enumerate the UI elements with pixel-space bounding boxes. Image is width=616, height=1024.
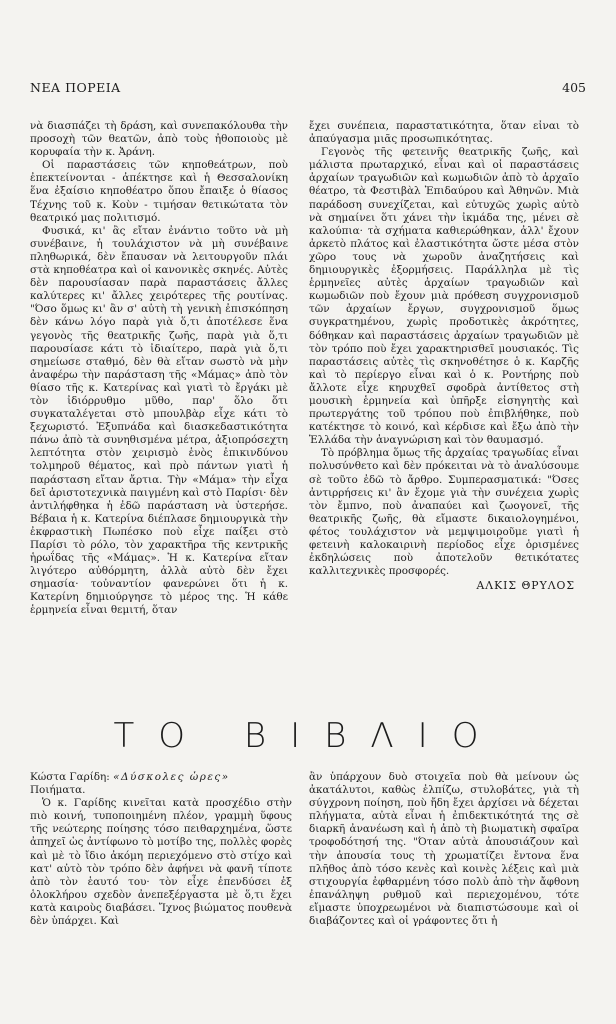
book-genre: Ποιήματα.	[30, 784, 86, 797]
review-paragraph: Ὁ κ. Γαρίδης κινεῖται κατὰ προσχέδιο στὴν πιὸ κοινή, τυποποιημένη πλέον, γραμμὴ ὕφους τῆς νεώτερης ποίησης τόσο πειθαρχημένα, ὥστε ἀπηχεῖ ὡς ἀντίφωνο τὸ μοτίβο της, πολλὲς φορὲς καὶ μὲ τὸ ἴδιο ἀκόμη περιεχόμενο στὸ στίχο καὶ κατ' αὐτὸ τὸν τρόπο δὲν ἀφήνει νὰ φανῆ τίποτε ἀπὸ τὸν ἑαυτό του· τὸν εἶχε ἐπενδύσει ἐξ ὁλοκλήρου σχεδὸν ἀνεπεξέργαστα μὲ ὅ,τι ἔχει κατὰ καιροὺς διαβάσει. Ἴχνος βιώματος πουθενὰ δὲν ὑπάρχει. Καὶ	[30, 797, 292, 928]
review-right-column	[309, 771, 579, 1011]
article-signature: ΑΛΚΙΣ ΘΡΥΛΟΣ	[476, 579, 575, 593]
book-author: Κώστα Γαρίδη:	[30, 771, 110, 783]
book-reference	[30, 771, 292, 797]
book-title: «Δύσκολες ὧρες»	[113, 771, 230, 783]
article-left-column	[30, 120, 288, 740]
review-left-column	[30, 771, 292, 1011]
article-paragraph: Γεγονὸς τῆς φετεινῆς θεατρικῆς ζωῆς, καὶ μάλιστα πρωταρχικό, εἶναι καὶ οἱ παραστάσεις ἀρχαίων τραγωδιῶν καὶ κωμωδιῶν ἀπὸ τὸ ἀρχαῖο θέατρο, τὰ Φεστιβὰλ Ἐπιδαύρου καὶ Ἀθηνῶν. Μιὰ παράδοση συνεχίζεται, καὶ εὐτυχῶς χωρὶς αὐτὸ νὰ σημαίνει ὅτι χάνει τὴν ἰκμάδα της, μένει σὲ καλούπια· τὰ σχήματα καθιερώθηκαν, ἀλλ' ἔχουν ἀρκετὸ πλάτος καὶ ἐλαστικότητα ὥστε μέσα στὸν χῶρο τους νὰ χωροῦν ἀναζητήσεις καὶ δημιουργικὲς ἐξορμήσεις. Παράλληλα μὲ τὶς ἑρμηνεῖες αὐτὲς ἀρχαίων τραγωδιῶν καὶ κωμωδιῶν ποὺ ἔχουν μιὰ πρόθεση συγχρονισμοῦ τῶν ἀρχαίων ἔργων, συγχρονισμοῦ ὅμως συγκρατημένου, χωρὶς προδοτικὲς ἀκρότητες, δόθηκαν καὶ παραστάσεις ἀρχαίων τραγωδιῶν μὲ τὸν τρόπο ποὺ ἔχει χαρακτηρισθεῖ μουσιακός. Τὶς παραστάσεις αὐτὲς τὶς σκηνοθέτησε ὁ κ. Καρζῆς καὶ τὸ περίεργο εἶναι καὶ ὁ κ. Ροντήρης ποὺ ἄλλοτε εἶχε κηρυχθεῖ σφοδρὰ ἀντίθετος στὴ μουσικὴ ἑρμηνεία καὶ ὑπῆρξε εἰσηγητὴς καὶ πρωτεργάτης τοῦ τρόπου ποὺ ἐπιβλήθηκε, ποὺ κατέκτησε τὸ κοινό, καὶ κέρδισε καὶ ἔξω ἀπὸ τὴν Ἑλλάδα τὴν ἀναγνώριση καὶ τὸν θαυμασμό.	[309, 146, 579, 447]
article-right-column	[309, 120, 579, 740]
article-paragraph: Φυσικά, κι' ἂς εἴταν ἐνάντιο τοῦτο νὰ μὴ συνέβαινε, ἡ τουλάχιστον νὰ μὴ συνέβαινε πληθωρικά, δὲν ἔπαυσαν νὰ λειτουργοῦν πλάι στὰ κηποθέατρα καὶ οἱ κανονικὲς σκηνές. Αὐτὲς δὲν παρουσίασαν παρὰ παραστάσεις ἄλλες καλύτερες κι' ἄλλες χειρότερες τῆς ρουτίνας. "Όσο ὅμως κι' ἂν σ' αὐτὴ τὴ γενικὴ ἐπισκόπηση δὲν κάνω λόγο παρὰ γιὰ ὅ,τι ἀποτέλεσε ἕνα γεγονὸς τῆς θεατρικῆς ζωῆς, παρὰ γιὰ ὅ,τι παρουσίασε κάτι τὸ ἰδιαίτερο, παρὰ γιὰ ὅ,τι σημείωσε σταθμό, δὲν θὰ εἴταν σωστὸ νὰ μὴν ἀναφέρω τὴν παράσταση τῆς «Μάμας» ἀπὸ τὸν θίασο τῆς κ. Κατερίνας καὶ γιατὶ τὸ ἔργάκι μὲ τὸν ἰδιόρρυθμο μῦθο, παρ' ὅλο ὅτι συγκαταλέγεται στὸ μπουλβὰρ εἶχε κάτι τὸ ξεχωριστό. Ἐξυπνάδα καὶ διασκεδαστικότητα πάνω ἀπὸ τὰ συνηθισμένα μέτρα, ἀξιοπρόσεχτη λεπτότητα στὸν χειρισμὸ ἑνὸς ἐπικινδύνου τολμηροῦ θέματος, καὶ πρὸ πάντων γιατὶ ἡ παράσταση εἴταν ἄρτια. Τὴν «Μάμα» τὴν εἶχα δεῖ ἀριστοτεχνικὰ παιγμένη καὶ στὸ Παρίσι· δὲν ἀντιλήφθηκα ἡ ἐδῶ παράσταση νὰ ὑστερήσε. Βέβαια ἡ κ. Κατερίνα διέπλασε δημιουργικὰ τὴν ἐκφραστικὴ Πωπέσκο ποὺ εἶχε παίξει στὸ Παρίσι τὸ ρόλο, τὸν χαρακτῆρα τῆς κεντρικῆς ἡρωΐδας τῆς «Μάμας». Ἡ κ. Κατερίνα εἴταν λιγότερο αὐθόρμητη, ἀλλὰ αὐτὸ δὲν ἔχει σημασία· τοὐναντίον φανερώνει ὅτι ἡ κ. Κατερίνη δημιούργησε τὸ μέρος της. Ἡ κάθε ἑρμηνεία εἶναι θεμιτή, ὅταν	[30, 224, 288, 617]
article-paragraph: Τὸ πρόβλημα ὅμως τῆς ἀρχαίας τραγωδίας εἶναι πολυσύνθετο καὶ δὲν πρόκειται νὰ τὸ ἀναλύσουμε σὲ τοῦτο ἐδῶ τὸ ἄρθρο. Συμπερασματικά: "Όσες ἀντιρρήσεις κι' ἂν ἔχομε γιὰ τὴν συνέχεια χωρὶς τὸν ἔμπνο, ποὺ ἀναπαύει καὶ ζωογονεῖ, τῆς θεατρικῆς ζωῆς, θὰ εἴμαστε δικαιολογημένοι, φέτος τουλάχιστον νὰ μεμψιμοιροῦμε γιατὶ ἡ φετεινὴ καλοκαιρινὴ περίοδος εἶχε ὁρισμένες ἐκδηλώσεις ποὺ ἀποτελοῦν θετικότατες καλλιτεχνικὲς προσφορές.	[309, 447, 579, 578]
article-paragraph: ἔχει συνέπεια, παραστατικότητα, ὅταν εἶναι τὸ ἀπαύγασμα μιᾶς προσωπικότητας.	[309, 120, 579, 146]
article-paragraph: Οἱ παραστάσεις τῶν κηποθεάτρων, ποὺ ἐπεκτείνονται - ἀπέκτησε καὶ ἡ Θεσσαλονίκη ἕνα ἐξαίσιο κηποθέατρο ὅπου ἔπαιξε ὁ θίασος Τέχνης τοῦ κ. Κοὺν - τιμήσαν θετικώτατα τὸν θεατρικό μας πολιτισμό.	[30, 159, 288, 224]
journal-name: ΝΕΑ ΠΟΡΕΙΑ	[30, 80, 121, 95]
running-head	[30, 80, 586, 95]
review-paragraph: ἂν ὑπάρχουν δυὸ στοιχεῖα ποὺ θὰ μείνουν ὡς ἀκατάλυτοι, καθὼς ἐλπίζω, στυλοβάτες, γιὰ τὴ σύγχρονη ποίηση, ποὺ ἤδη ἔχει ἀρχίσει νὰ δέχεται πλήγματα, αὐτὰ εἶναι ἡ ἐπιδεκτικότητά της σὲ διαρκῆ ἀνανέωση καὶ ἡ ἀπὸ τὴ βιωματικὴ σφαῖρα τροφοδότησή της. "Όταν αὐτὰ ἀπουσιάζουν καὶ τὴν ἀπουσία τους τὴ χρωματίζει ἔντονα ἕνα πλῆθος ἀπὸ τόσο κενὲς καὶ κοινὲς λέξεις καὶ μιὰ στιχουργία ἐφθαρμένη τόσο πολὺ ἀπὸ τὴν ἄφθονη ἐπανάληψη ρυθμοῦ καὶ περιεχομένου, τότε εἴμαστε ὑποχρεωμένοι νὰ διαπιστώσουμε καὶ οἱ διαβάζοντες καὶ οἱ γράφοντες ὅτι ἡ	[309, 771, 579, 928]
section-title: ΤΟ ΒΙΒΛΙΟ	[113, 716, 503, 756]
article-paragraph: νὰ διασπάζει τὴ δράση, καὶ συνεπακόλουθα τὴν προσοχὴ τῶν θεατῶν, ἀπὸ τοὺς ἠθοποιοὺς μὲ κορυφαία τὴν κ. Ἀράνη.	[30, 120, 288, 159]
page-number: 405	[562, 80, 586, 95]
